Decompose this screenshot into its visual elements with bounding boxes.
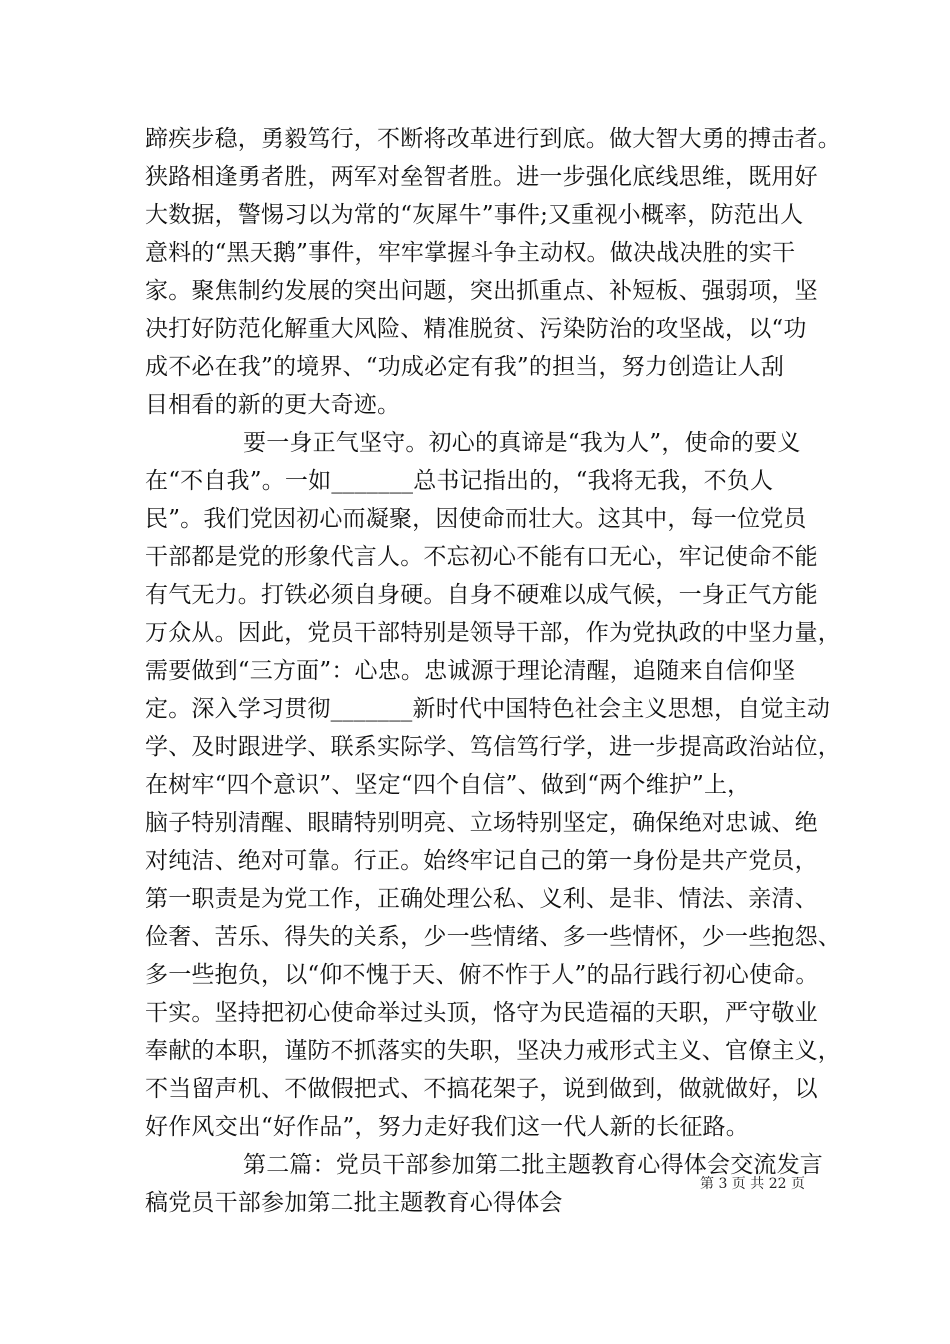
text-line: 民”。我们党因初心而凝聚，因使命而壮大。这其中，每一位党员 bbox=[145, 506, 807, 532]
text-line: 狭路相逢勇者胜，两军对垒智者胜。进一步强化底线思维，既用好 bbox=[145, 164, 818, 190]
text-line: 干实。坚持把初心使命举过头顶，恪守为民造福的天职，严守敬业 bbox=[145, 1000, 818, 1026]
text-line: 决打好防范化解重大风险、精准脱贫、污染防治的攻坚战，以“功 bbox=[145, 316, 807, 342]
section-heading-line: 第二篇：党员干部参加第二批主题教育心得体会交流发言 bbox=[243, 1152, 823, 1178]
text-line: 不当留声机、不做假把式、不搞花架子，说到做到，做就做好，以 bbox=[145, 1076, 818, 1102]
text-line: 脑子特别清醒、眼睛特别明亮、立场特别坚定，确保绝对忠诚、绝 bbox=[145, 810, 818, 836]
text-line: 大数据，警惕习以为常的“灰犀牛”事件;又重视小概率，防范出人 bbox=[145, 202, 804, 228]
text-line: 蹄疾步稳，勇毅笃行，不断将改革进行到底。做大智大勇的搏击者。 bbox=[145, 126, 841, 152]
text-line: 在“不自我”。一如_______总书记指出的，“我将无我，不负人 bbox=[145, 468, 774, 494]
text-line: 对纯洁、绝对可靠。行正。始终牢记自己的第一身份是共产党员， bbox=[145, 848, 818, 874]
page-number-footer: 第 3 页 共 22 页 bbox=[700, 1176, 805, 1192]
text-line: 需要做到“三方面”：心忠。忠诚源于理论清醒，追随来自信仰坚 bbox=[145, 658, 796, 684]
text-line: 第一职责是为党工作，正确处理公私、义利、是非、情法、亲清、 bbox=[145, 886, 818, 912]
paragraph-start-line: 要一身正气坚守。初心的真谛是“我为人”，使命的要义 bbox=[243, 430, 801, 456]
text-line: 好作风交出“好作品”，努力走好我们这一代人新的长征路。 bbox=[145, 1114, 749, 1140]
section-heading-line: 稿党员干部参加第二批主题教育心得体会 bbox=[145, 1190, 563, 1216]
text-line: 学、及时跟进学、联系实际学、笃信笃行学，进一步提高政治站位， bbox=[145, 734, 841, 760]
text-line: 俭奢、苦乐、得失的关系，少一些情绪、多一些情怀，少一些抱怨、 bbox=[145, 924, 841, 950]
text-line: 意料的“黑天鹅”事件，牢牢掌握斗争主动权。做决战决胜的实干 bbox=[145, 240, 796, 266]
text-line: 万众从。因此，党员干部特别是领导干部，作为党执政的中坚力量， bbox=[145, 620, 841, 646]
text-line: 奉献的本职，谨防不抓落实的失职，坚决力戒形式主义、官僚主义， bbox=[145, 1038, 841, 1064]
text-line: 目相看的新的更大奇迹。 bbox=[145, 392, 401, 418]
text-line: 家。聚焦制约发展的突出问题，突出抓重点、补短板、强弱项，坚 bbox=[145, 278, 818, 304]
text-line: 在树牢“四个意识”、坚定“四个自信”、做到“两个维护”上， bbox=[145, 772, 751, 798]
text-line: 干部都是党的形象代言人。不忘初心不能有口无心，牢记使命不能 bbox=[145, 544, 818, 570]
text-line: 有气无力。打铁必须自身硬。自身不硬难以成气候，一身正气方能 bbox=[145, 582, 818, 608]
text-line: 定。深入学习贯彻_______新时代中国特色社会主义思想，自觉主动 bbox=[145, 696, 831, 722]
text-line: 多一些抱负，以“仰不愧于天、俯不怍于人”的品行践行初心使命。 bbox=[145, 962, 819, 988]
text-line: 成不必在我”的境界、“功成必定有我”的担当，努力创造让人刮 bbox=[145, 354, 785, 380]
